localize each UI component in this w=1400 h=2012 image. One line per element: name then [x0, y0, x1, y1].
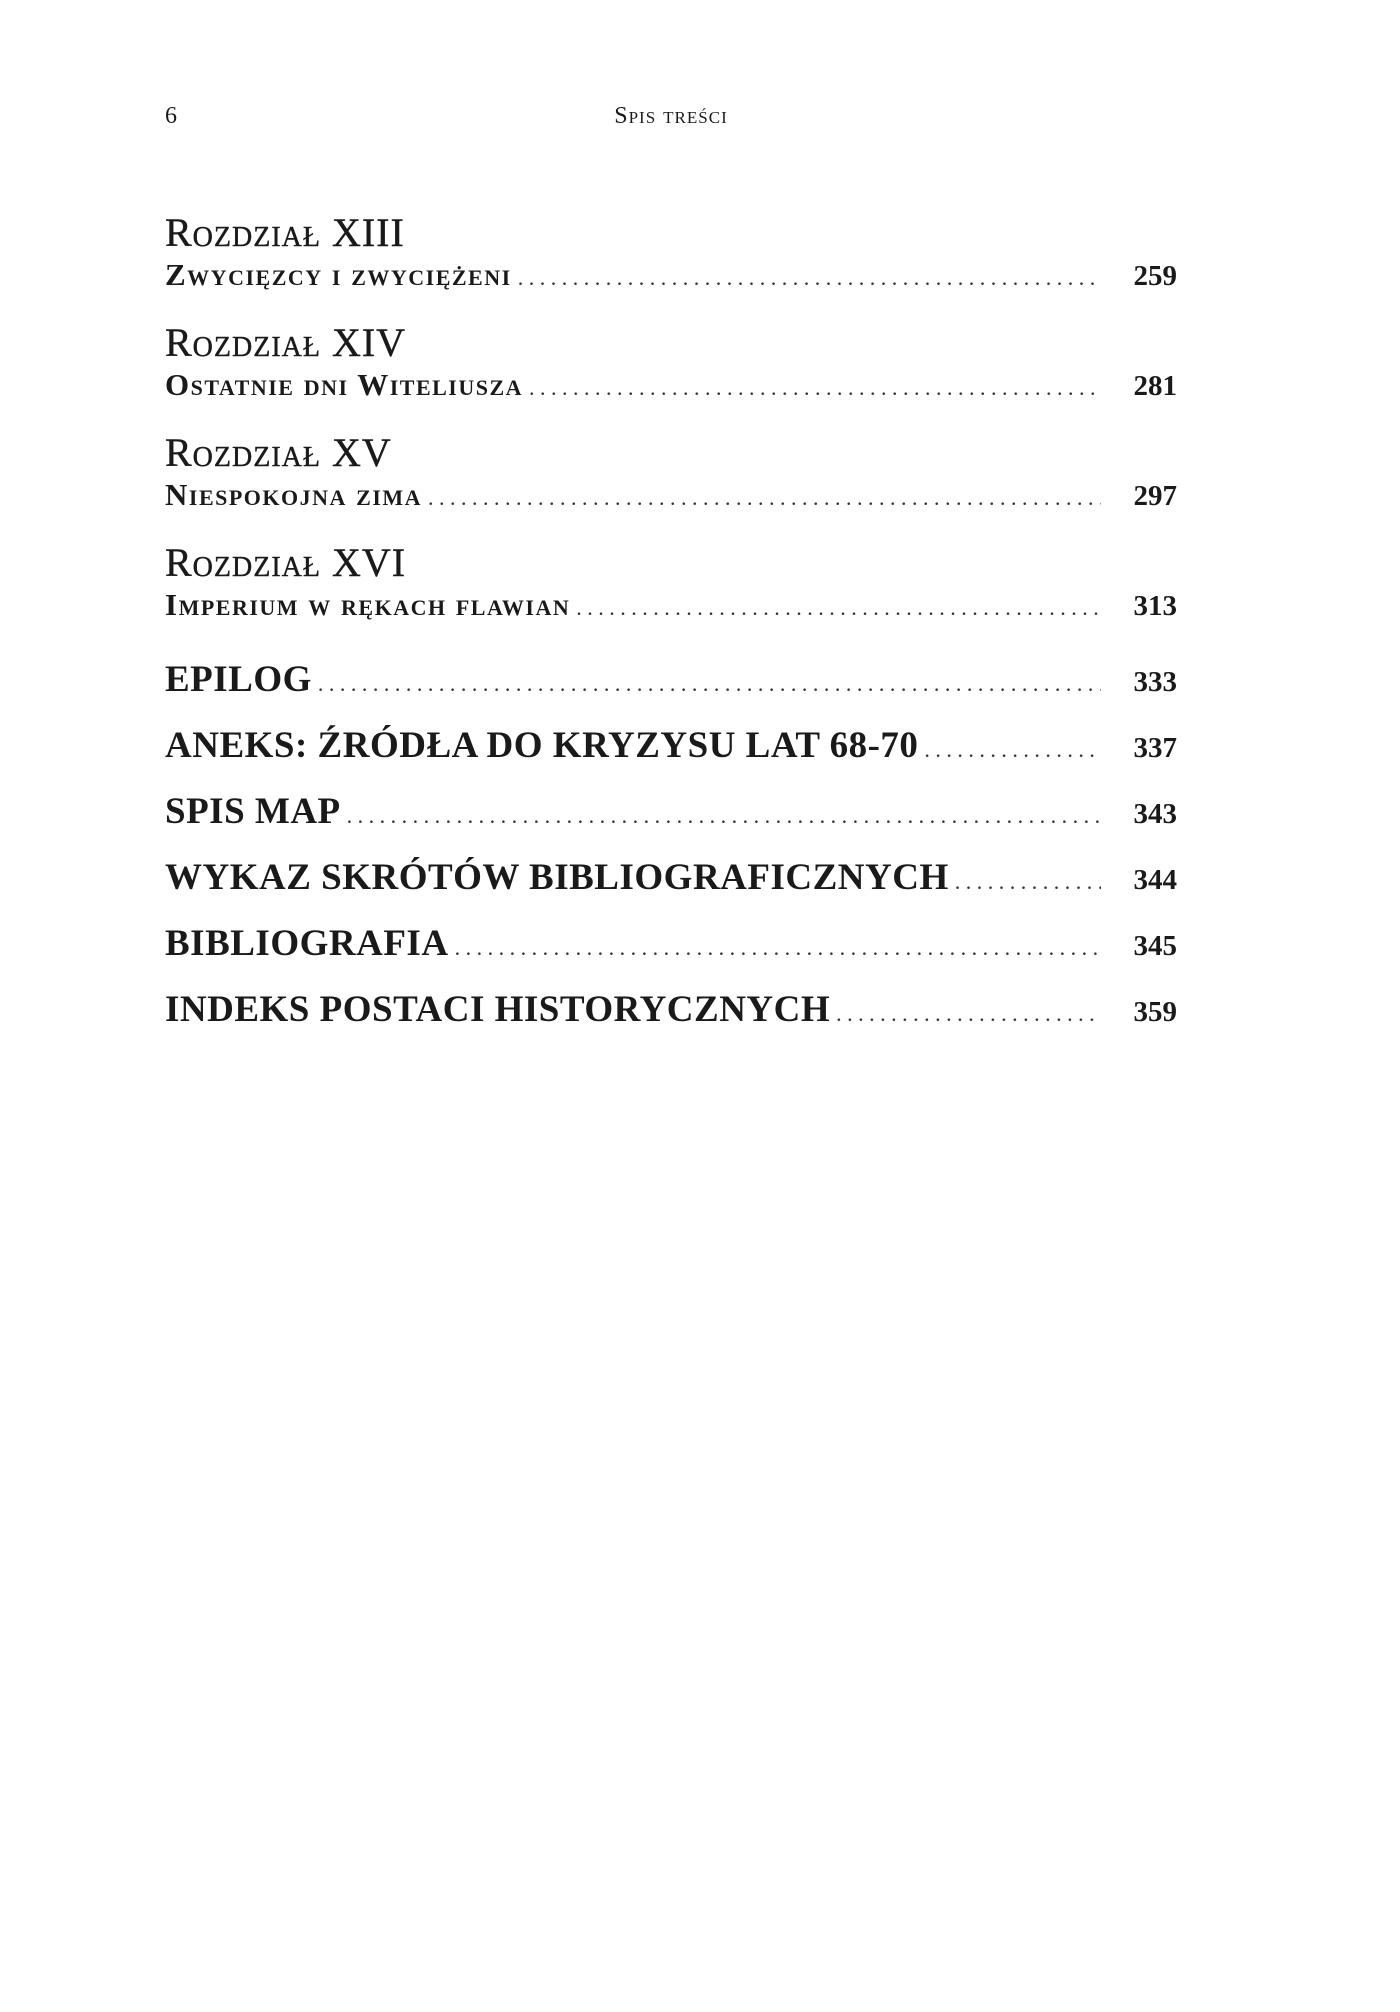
page-reference: 344 [1133, 864, 1177, 896]
dot-leader [347, 803, 1101, 829]
table-of-contents [165, 210, 1177, 1054]
chapter-label: Rozdział XV [165, 430, 392, 475]
toc-chapter [165, 210, 1177, 294]
toc-entry[interactable] [165, 658, 1177, 702]
dot-leader [576, 595, 1101, 621]
dot-leader [318, 671, 1101, 697]
section-title: BIBLIOGRAFIA [165, 923, 449, 964]
running-head [165, 101, 1177, 131]
toc-entry[interactable] [165, 476, 1177, 514]
section-title: ANEKS: ŹRÓDŁA DO KRYZYSU LAT 68-70 [165, 725, 919, 766]
page-reference: 359 [1133, 996, 1177, 1028]
page-number: 6 [165, 103, 177, 129]
page-reference: 313 [1133, 590, 1177, 622]
page-reference: 337 [1133, 732, 1177, 764]
chapter-title: Niespokojna zima [165, 477, 423, 512]
chapter-title: Zwycięzcy i zwyciężeni [165, 257, 512, 292]
toc-entry[interactable] [165, 586, 1177, 624]
running-title: Spis treści [614, 103, 728, 129]
back-matter-list [165, 658, 1177, 1032]
toc-chapter [165, 540, 1177, 624]
dot-leader [529, 375, 1101, 401]
dot-leader [428, 485, 1101, 511]
page-reference: 281 [1133, 370, 1177, 402]
dot-leader [518, 265, 1101, 291]
chapter-label: Rozdział XVI [165, 540, 407, 585]
toc-entry[interactable] [165, 256, 1177, 294]
page-reference: 333 [1133, 666, 1177, 698]
section-title: WYKAZ SKRÓTÓW BIBLIOGRAFICZNYCH [165, 857, 949, 898]
toc-chapter [165, 320, 1177, 404]
page-reference: 297 [1133, 480, 1177, 512]
dot-leader [955, 869, 1101, 895]
dot-leader [924, 737, 1101, 763]
chapter-label: Rozdział XIV [165, 320, 407, 365]
section-title: SPIS MAP [165, 791, 341, 832]
chapter-title: Imperium w rękach flawian [165, 587, 571, 622]
dot-leader [836, 1001, 1101, 1027]
toc-entry[interactable] [165, 922, 1177, 966]
section-title: EPILOG [165, 659, 312, 700]
dot-leader [455, 935, 1101, 961]
toc-entry[interactable] [165, 988, 1177, 1032]
toc-entry[interactable] [165, 724, 1177, 768]
page-reference: 343 [1133, 798, 1177, 830]
page-reference: 345 [1133, 930, 1177, 962]
chapter-label: Rozdział XIII [165, 210, 405, 255]
toc-entry[interactable] [165, 366, 1177, 404]
toc-chapter [165, 430, 1177, 514]
section-title: INDEKS POSTACI HISTORYCZNYCH [165, 989, 831, 1030]
toc-entry[interactable] [165, 790, 1177, 834]
page-reference: 259 [1133, 260, 1177, 292]
toc-entry[interactable] [165, 856, 1177, 900]
chapter-title: Ostatnie dni Witeliusza [165, 367, 524, 402]
